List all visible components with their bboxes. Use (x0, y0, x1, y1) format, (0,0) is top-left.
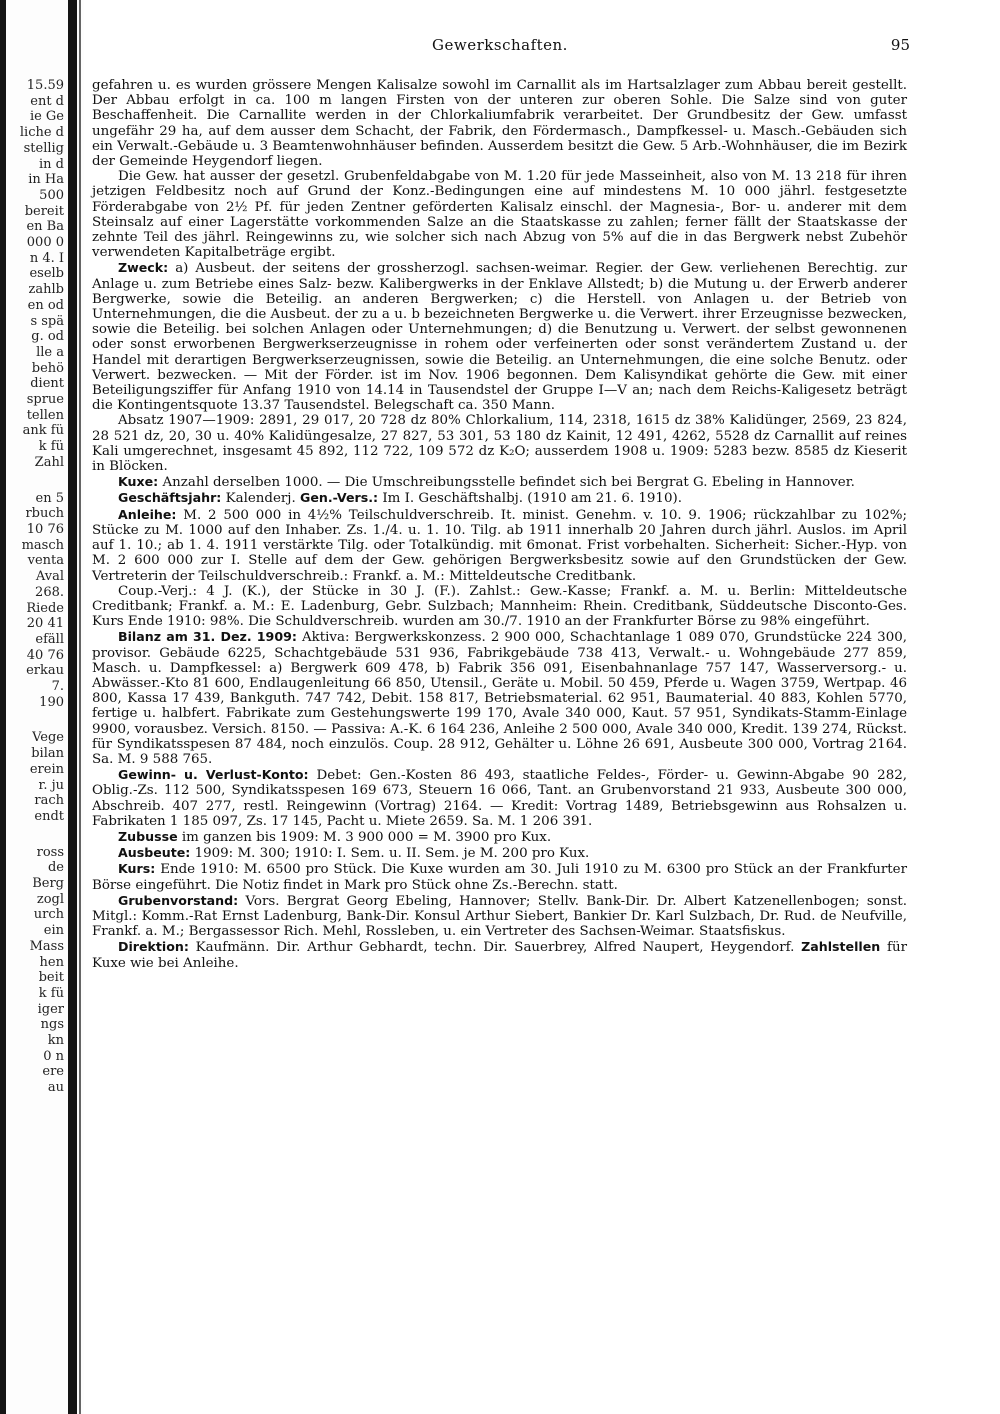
section-heading: Gewinn- u. Verlust-Konto: (118, 767, 309, 783)
margin-fragment: stellig (23, 140, 64, 156)
margin-fragment: iger (37, 1001, 64, 1017)
margin-fragment: Mass (29, 938, 64, 954)
section-heading: Grubenvorstand: (118, 892, 239, 908)
section-heading: Kuxe: (118, 474, 159, 490)
margin-fragment: bilan (31, 746, 64, 762)
margin-fragment: rbuch (25, 506, 64, 522)
margin-fragment: eselb (29, 266, 64, 282)
margin-fragment: ngs (40, 1017, 64, 1033)
margin-fragment: Aval (35, 569, 64, 585)
paragraph-text: Im I. Geschäftshalbj. (1910 am 21. 6. 1910). (382, 491, 682, 507)
paragraph-text: Kalenderj. (225, 491, 296, 507)
paragraph (92, 78, 907, 169)
margin-fragment: dient (30, 376, 64, 392)
margin-fragment: liche d (19, 125, 64, 141)
section-heading: Geschäftsjahr: (118, 490, 222, 506)
margin-fragment: Zahl (34, 454, 64, 470)
paragraph-text: Anzahl derselben 1000. — Die Umschreibungsstelle befindet sich bei Bergrat G. Ebeling in Hannover. (162, 475, 855, 491)
previous-page-edge (0, 0, 84, 1414)
margin-fragment: kn (47, 1033, 64, 1049)
page-header (90, 36, 910, 56)
margin-fragment: lle a (36, 344, 64, 360)
margin-fragment: 40 76 (26, 647, 64, 663)
scan-shadow-left (0, 0, 6, 1414)
margin-fragment: ross (36, 844, 64, 860)
paragraph (92, 507, 907, 584)
margin-fragment: 7. (51, 679, 64, 695)
margin-fragment: 10 76 (26, 521, 64, 537)
margin-fragment: Riede (26, 600, 64, 616)
margin-fragment: ie Ge (29, 109, 64, 125)
margin-fragment: 20 41 (26, 616, 64, 632)
section-heading: Zahlstellen (801, 939, 881, 955)
margin-fragment: ent d (30, 93, 64, 109)
paragraph-text: 1909: M. 300; 1910: I. Sem. u. II. Sem. je M. 200 pro Kux. (194, 846, 590, 862)
margin-fragment: k fü (38, 985, 64, 1001)
margin-fragment: n 4. I (29, 250, 64, 266)
paragraph (92, 413, 907, 474)
section-heading: Direktion: (118, 939, 189, 955)
margin-fragment: efäll (35, 631, 64, 647)
margin-fragment: 000 0 (26, 235, 64, 251)
section-heading: Bilanz am 31. Dez. 1909: (118, 629, 297, 645)
margin-fragment: bereit (24, 203, 64, 219)
margin-fragment: hen (39, 954, 64, 970)
margin-fragment: Vege (32, 730, 64, 746)
margin-fragment: s spä (30, 313, 64, 329)
margin-fragment: erein (29, 761, 64, 777)
paragraph (92, 829, 907, 845)
paragraph (92, 474, 907, 490)
margin-fragment: urch (33, 907, 64, 923)
margin-fragment: Berg (32, 876, 64, 892)
section-heading: Kurs: (118, 861, 156, 877)
margin-fragment: 500 (39, 187, 64, 203)
paragraph-text: Ende 1910: M. 6500 pro Stück. Die Kuxe wurden am 30. Juli 1910 zu M. 6300 pro Stück an der Frankfurter Börse eingeführt. Die Notiz findet in Mark pro Stück ohne Zs.-Berechn. statt. (92, 862, 907, 893)
margin-fragment: zogl (36, 891, 64, 907)
margin-fragment: 15.59 (26, 78, 64, 93)
paragraph-text: Aktiva: Bergwerkskonzess. 2 900 000, Schachtanlage 1 089 070, Grundstücke 224 300, provisor. Gebäude 6225, Schachtgebäude 531 936, Fabrikgebäude 738 413, Verwalt.- u. Wohngebäude 277 859, Masch. u. Dampfkessel: a) Bergwerk 609 478, b) Fabrik 356 091, Eisenbahnanlage 757 147, Wasserversorg.- u. Abwässer.-Kto 81 600, Endlaugenleitung 66 850, Utensil., Geräte u. Mobil. 50 459, Pferde u. Wagen 3759, Wertpap. 46 800, Kassa 17 439, Bankguth. 747 742, Debit. 158 817, Betriebsmaterial. 62 951, Baumaterial. 40 883, Kohlen 5770, fertige u. halbfert. Fabrikate zum Gestehungswerte 199 170, Avale 340 000, Kaut. 57 951, Syndikats-Stamm-Einlage 9900, vorausbez. Versich. 8150. — Passiva: A.-K. 6 164 236, Anleihe 2 500 000, Avale 340 000, Kredit. 139 274, Rückst. für Syndikatsspesen 87 484, noch einzulös. Coup. 28 912, Gehälter u. Löhne 26 691, Ausbeute 300 000, Vortrag 2164. Sa. M. 9 588 765. (92, 630, 907, 767)
margin-fragment: rach (34, 793, 64, 809)
margin-fragment: erkau (26, 663, 64, 679)
margin-fragment: de (47, 860, 64, 876)
section-heading: Ausbeute: (118, 845, 191, 861)
paragraph (92, 767, 907, 829)
page-title: Gewerkschaften. (432, 36, 568, 54)
scan-shadow-fold (68, 0, 77, 1414)
margin-fragment: masch (21, 537, 64, 553)
margin-fragment: en Ba (26, 219, 64, 235)
paragraph (92, 939, 907, 970)
paragraph-text: Vors. Bergrat Georg Ebeling, Hannover; Stellv. Bank-Dir. Dr. Albert Katzenellenbogen; sonst. Mitgl.: Komm.-Rat Ernst Ladenburg, Bank-Dir. Konsul Arthur Siebert, Bankier Dr. Karl Sulzbach, Dr. Rud. de Neufville, Frankf. a. M.; Bergassessor Rich. Mehl, Rossleben, u. ein Vertreter des Sachsen-Weimar. Staatsfiskus. (92, 893, 907, 940)
margin-fragment: 268. (35, 584, 64, 600)
margin-fragment: endt (34, 808, 64, 824)
margin-fragment: behö (31, 360, 64, 376)
paragraph-text: im ganzen bis 1909: M. 3 900 000 = M. 3900 pro Kux. (181, 829, 552, 845)
margin-fragment: tellen (26, 407, 64, 423)
paragraph-text: Coup.-Verj.: 4 J. (K.), der Stücke in 30 J. (F.). Zahlst.: Gew.-Kasse; Frankf. a. M. u. Berlin: Mitteldeutsche Creditbank; Frankf. a. M.: E. Ladenburg, Gebr. Sulzbach; Mannheim: Rhein. Creditbank, Süddeutsche Disconto-Ges. Kurs Ende 1910: 98%. Die Schuldverschreib. wurden am 30./7. 1910 an der Frankfurter Börse zu 98% eingeführt. (92, 583, 907, 630)
margin-fragment: au (47, 1080, 64, 1096)
margin-fragment: sprue (26, 392, 64, 408)
margin-fragment: zahlb (28, 282, 64, 298)
margin-fragment: r. ju (38, 777, 64, 793)
margin-fragment: 190 (39, 694, 64, 710)
paragraph (92, 629, 907, 767)
section-heading: Zweck: (118, 260, 169, 276)
margin-gap (8, 710, 64, 730)
section-heading: Anleihe: (118, 506, 177, 522)
previous-page-text-fragments (8, 78, 64, 1096)
article-body (92, 78, 907, 971)
margin-fragment: 0 n (43, 1048, 64, 1064)
paragraph-text: für Kuxe wie bei Anleihe. (92, 940, 908, 971)
margin-fragment: en od (27, 297, 64, 313)
paragraph-text: Kaufmänn. Dir. Arthur Gebhardt, techn. Dir. Sauerbrey, Alfred Naupert, Heygendorf. (195, 940, 795, 956)
paragraph (92, 490, 907, 506)
margin-fragment: venta (27, 553, 64, 569)
paragraph-text: a) Ausbeut. der seitens der grossherzogl. sachsen-weimar. Regier. der Gew. verliehenen Berechtig. zur Anlage u. zum Betriebe eines Salz- bezw. Kalibergwerks in der Enklave Allstedt; b) die Mutung u. der Erwerb anderer Bergwerke, sowie die Beteilig. an anderen Bergwerken; c) die Herstell. von Anlagen u. der Betrieb von Unternehmungen, die die Ausbeut. der zu a u. b bezeichneten Bergwerke u. die Verwert. ihrer Erzeugnisse bezwecken, sowie die Beteilig. bei solchen Anlagen oder Unternehmungen; d) die Benutzung u. Verwert. der selbst gewonnenen oder sonst erworbenen Bergwerkserzeugnisse in rohem oder verfeinerten oder sonst verändertem Zustand u. der Handel mit derartigen Bergwerkserzeugnissen, sowie die Beteilig. an Unternehmungen, die eine solche Benutz. oder Verwert. bezwecken. — Mit der Förder. ist im Nov. 1906 begonnen. Dem Kalisyndikat gehörte die Gew. mit einer Beteiligungsziffer für Anfang 1910 von 14.14 in Tausendstel der Gruppe I—V an; nach dem Reichs-Kaligesetz beträgt die Kontingentsquote 13.37 Tausendstel. Belegschaft ca. 350 Mann. (92, 261, 907, 414)
margin-fragment: ank fü (22, 423, 64, 439)
paragraph (92, 584, 907, 630)
paragraph (92, 861, 907, 892)
scan-fold-line (79, 0, 81, 1414)
margin-fragment: in d (39, 156, 64, 172)
section-heading: Gen.-Vers.: (299, 490, 379, 506)
margin-fragment: en 5 (35, 490, 64, 506)
paragraph (92, 260, 907, 413)
margin-fragment: ere (42, 1064, 64, 1080)
paragraph-text: M. 2 500 000 in 4½% Teilschuldverschreib. It. minist. Genehm. v. 10. 9. 1906; rückzahlbar zu 102%; Stücke zu M. 1000 auf den Inhaber. Zs. 1./4. u. 1. 10. Tilg. ab 1911 innerhalb 20 Jahren durch jährl. Auslos. im April auf 1. 10.; ab 1. 4. 1911 verstärkte Tilg. oder Totalkündig. mit 6monat. Frist vorbehalten. Sicherheit: Sicher.-Hyp. von M. 2 600 000 zur I. Stelle auf dem der Gew. gehörigen Bergwerksbesitz sowie auf den Grundstücken der Gew. Vertreterin der Teilschuldverschreib.: Frankf. a. M.: Mitteldeutsche Creditbank. (92, 507, 907, 584)
paragraph-text: Debet: Gen.-Kosten 86 493, staatliche Feldes-, Förder- u. Gewinn-Abgabe 90 282, Oblig.-Zs. 112 500, Syndikatsspesen 169 673, Steuern 16 066, Tant. an Grubenvorstand 21 933, Ausbeute 300 000, Abschreib. 407 277, restl. Reingewinn (Vortrag) 2164. — Kredit: Vortrag 1489, Betriebsgewinn aus Rohsalzen u. Fabrikaten 1 185 097, Zs. 17 145, Pacht u. Miete 2659. Sa. M. 1 206 391. (92, 768, 907, 829)
section-heading: Zubusse (118, 828, 178, 844)
paragraph-text: Absatz 1907—1909: 2891, 29 017, 20 728 dz 80% Chlorkalium, 114, 2318, 1615 dz 38% Kalidünger, 2569, 23 824, 28 521 dz, 20, 30 u. 40% Kalidüngesalze, 27 827, 53 301, 53 180 dz Kainit, 12 491, 4262, 5528 dz Carnallit auf reines Kali umgerechnet, insgesamt 45 892, 112 722, 109 572 dz K₂O; ausserdem 1908 u. 1909: 5283 bezw. 8585 dz Kieserit in Blöcken. (92, 413, 907, 475)
paragraph-text: gefahren u. es wurden grössere Mengen Kalisalze sowohl im Carnallit als im Hartsalzlager zum Abbau bereit gestellt. Der Abbau erfolgt in ca. 100 m langen Firsten von der unteren zur oberen Sohle. Die Salze sind von guter Beschaffenheit. Die Carnallite werden in der Chlorkaliumfabrik verarbeitet. Der Grundbesitz der Gew. umfasst ungefähr 29 ha, auf dem ausser dem Schacht, der Fabrik, den Fördermasch., Dampfkessel- u. Masch.-Gebäuden sich ein Verwalt.-Gebäude u. 3 Beamtenwohnhäuser befinden. Ausserdem besitzt die Gew. 5 Arb.-Wohnhäuser, die im Bezirk der Gemeinde Heygendorf liegen. (92, 78, 907, 170)
margin-fragment: k fü (38, 439, 64, 455)
margin-gap (8, 825, 64, 845)
paragraph (92, 893, 907, 940)
margin-gap (8, 471, 64, 491)
margin-fragment: beit (38, 970, 64, 986)
paragraph (92, 845, 907, 861)
paragraph (92, 169, 907, 260)
paragraph-text: Die Gew. hat ausser der gesetzl. Grubenfeldabgabe von M. 1.20 für jede Masseinheit, also von M. 13 218 für ihren jetzigen Feldbesitz noch auf Grund der Konz.-Bedingungen eine auf mindestens M. 10 000 jährl. festgesetzte Förderabgabe von 2½ Pf. für jeden Zentner geförderten Kalisalz einschl. der Magnesia-, Bor- u. anderer mit dem Steinsalz auf einer Lagerstätte vorkommenden Salze an die Staatskasse zu zahlen; ferner fällt der Staatskasse der zehnte Teil des jährl. Reingewinns zu, wie solcher sich nach Abzug von 5% auf die in das Bergwerk nebst Zubehör verwendeten Kapitalbeträge ergibt. (92, 169, 907, 261)
margin-fragment: in Ha (28, 172, 64, 188)
margin-fragment: ein (43, 923, 64, 939)
page-number: 95 (890, 36, 910, 54)
margin-fragment: g. od (31, 329, 64, 345)
